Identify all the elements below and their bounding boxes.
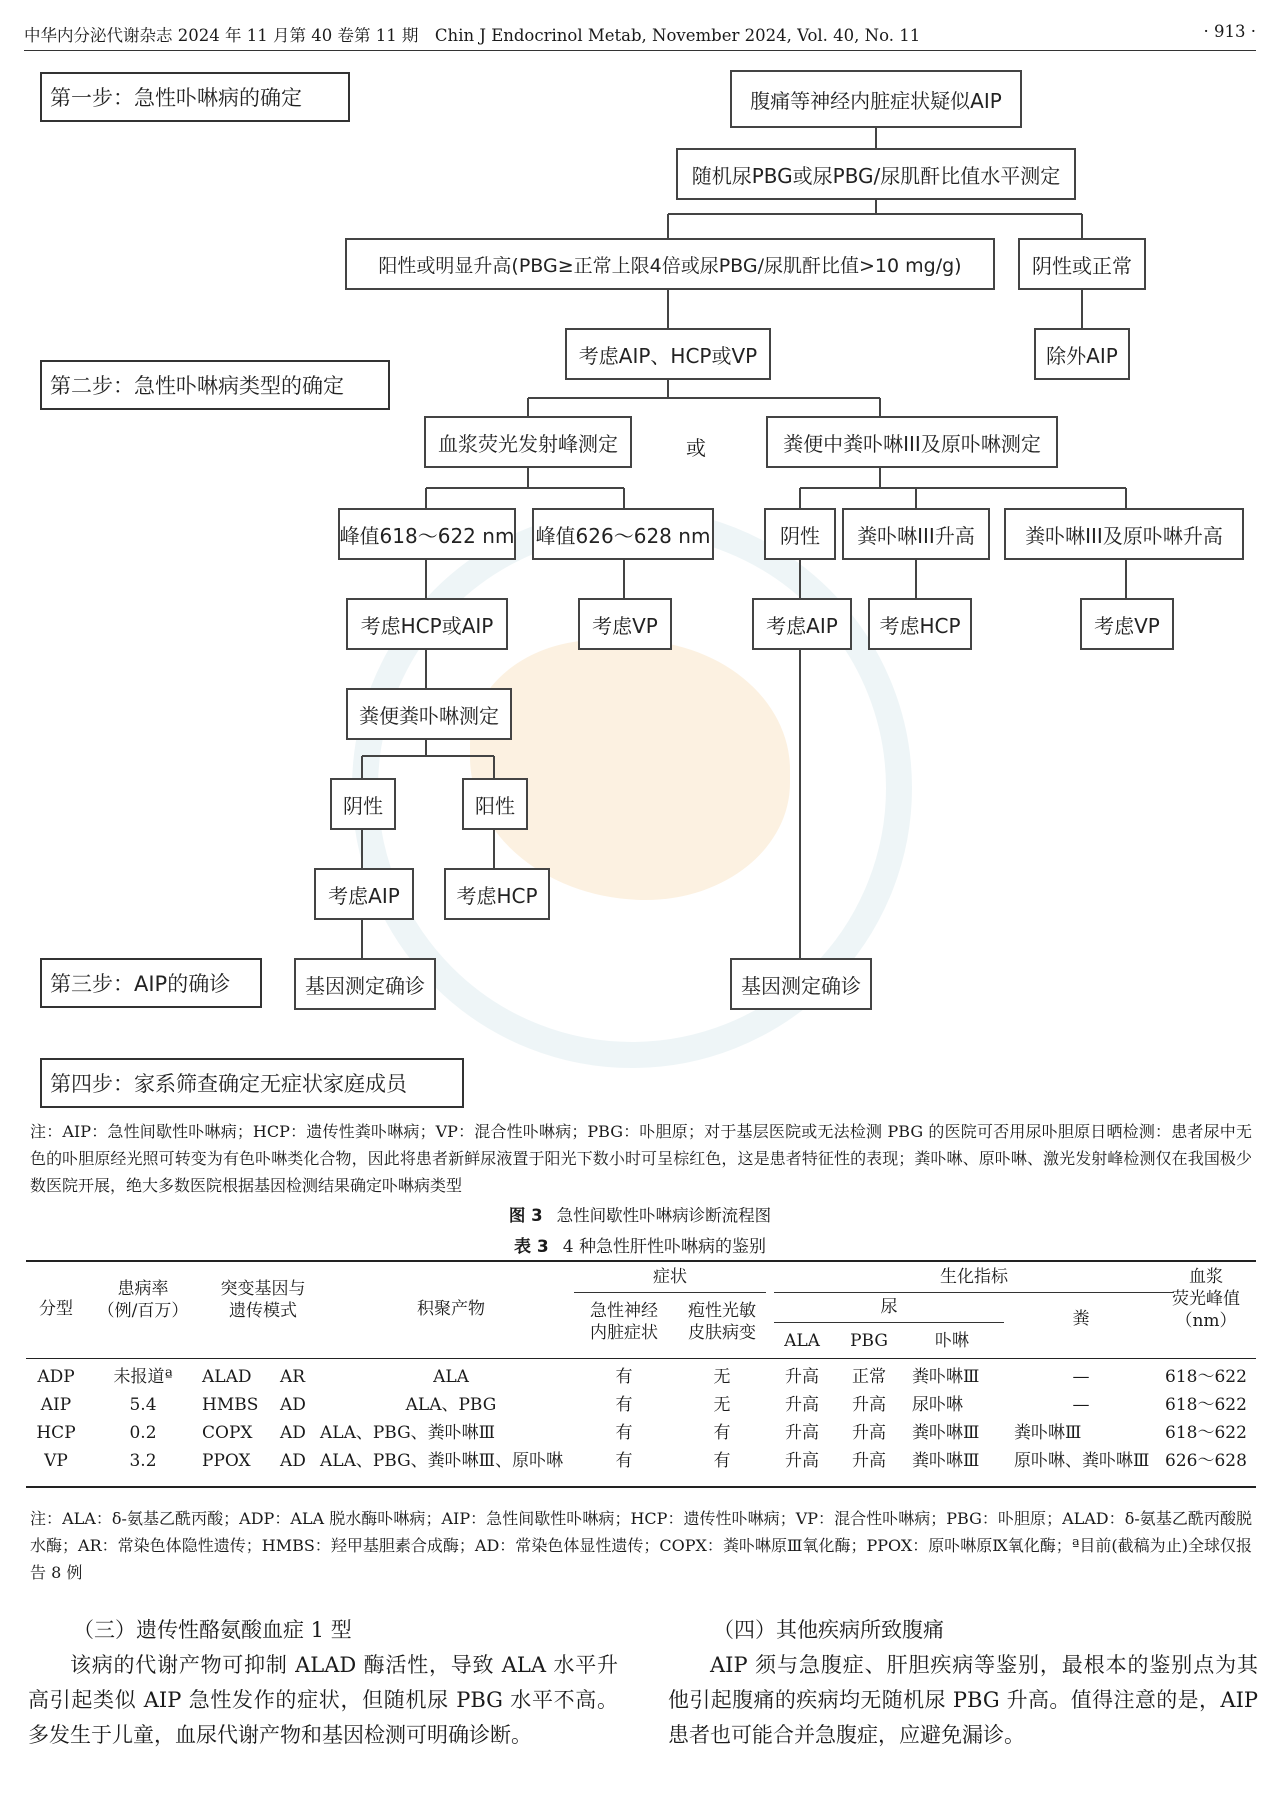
box-consider-vp-plasma: 考虑VP (578, 598, 672, 650)
box-negative: 阴性或正常 (1018, 238, 1146, 290)
th-gene: 突变基因与 (220, 1279, 306, 1299)
td-porphyrin: 粪卟啉Ⅲ (912, 1367, 980, 1387)
th-plasma: 血浆 (1189, 1267, 1223, 1287)
th-skin-2: 皮肤病变 (688, 1323, 756, 1343)
box-fecal-test: 粪便中粪卟啉III及原卟啉测定 (766, 416, 1058, 468)
box-negative-2: 阴性 (330, 778, 396, 830)
box-exclude-aip: 除外AIP (1034, 328, 1130, 380)
td-plasma: 618～622 (1165, 1395, 1247, 1415)
td-gene: COPX (202, 1423, 253, 1443)
section-heading-other-pain: （四）其他疾病所致腹痛 (713, 1618, 944, 1642)
figure-caption (0, 1202, 1280, 1226)
box-gene-test-1: 基因测定确诊 (294, 958, 436, 1010)
box-consider-hcp-final: 考虑HCP (444, 868, 550, 920)
journal-citation: 中华内分泌代谢杂志 2024 年 11 月第 40 卷第 11 期 Chin J Endocrinol Metab, November 2024, Vol. 40, No. 11 (24, 26, 921, 45)
td-skin: 有 (713, 1451, 731, 1471)
th-plasma-3: （nm） (1175, 1311, 1237, 1331)
td-neuro: 有 (615, 1451, 633, 1471)
th-product: 积聚产物 (417, 1299, 485, 1319)
rule-urine (774, 1322, 1004, 1323)
td-mode: AD (280, 1451, 306, 1471)
td-type: AIP (40, 1395, 72, 1415)
td-product: ALA、PBG (405, 1395, 497, 1415)
td-type: VP (44, 1451, 68, 1471)
rule-biochem (774, 1292, 1174, 1293)
td-mode: AD (280, 1395, 306, 1415)
comparison-table (26, 1260, 1256, 1495)
td-porphyrin: 粪卟啉Ⅲ (912, 1423, 980, 1443)
table-note: 注：ALA：δ-氨基乙酰丙酸；ADP：ALA 脱水酶卟啉病；AIP：急性间歇性卟啉病；HCP：遗传性卟啉病；VP：混合性卟啉病；PBG：卟胆原；ALAD：δ-氨基乙酰丙酸脱水酶；AR：常染色体隐性遗传；HMBS：羟甲基胆素合成酶；AD：常染色体显性遗传；COPX：粪卟啉原Ⅲ氧化酶；PPOX：原卟啉原Ⅸ氧化酶；ª目前(截稿为止)全球仅报告 8 例 (30, 1509, 1252, 1582)
td-pbg: 升高 (852, 1423, 886, 1443)
td-stool: 粪卟啉Ⅲ (1014, 1423, 1082, 1443)
td-skin: 无 (713, 1367, 731, 1387)
box-positive: 阳性或明显升高(PBG≥正常上限4倍或尿PBG/尿肌酐比值>10 mg/g) (345, 238, 995, 290)
box-plasma-test: 血浆荧光发射峰测定 (424, 416, 632, 468)
box-copro-proto-high: 粪卟啉III及原卟啉升高 (1004, 508, 1244, 560)
td-ala: 升高 (785, 1423, 819, 1443)
box-consider-aip-fecal: 考虑AIP (752, 598, 852, 650)
th-symptoms: 症状 (653, 1267, 687, 1287)
figure-note: 注：AIP：急性间歇性卟啉病；HCP：遗传性粪卟啉病；VP：混合性卟啉病；PBG：卟胆原；对于基层医院或无法检测 PBG 的医院可否用尿卟胆原日晒检测：患者尿中无色的卟胆原经光照可转变为有色卟啉类化合物，因此将患者新鲜尿液置于阳光下数小时可呈棕红色，这是患者特征性的表现；粪卟啉、原卟啉、激光发射峰检测仅在我国极少数医院开展，绝大多数医院根据基因检测结果确定卟啉病类型 (30, 1122, 1252, 1195)
figure-title: 急性间歇性卟啉病诊断流程图 (556, 1206, 772, 1225)
td-stool: — (1072, 1367, 1090, 1387)
td-neuro: 有 (615, 1395, 633, 1415)
td-prevalence: 3.2 (129, 1451, 157, 1471)
td-pbg: 升高 (852, 1395, 886, 1415)
step-3-label: 第三步：AIP的确诊 (40, 958, 262, 1008)
td-ala: 升高 (785, 1395, 819, 1415)
td-skin: 无 (713, 1395, 731, 1415)
td-stool: 原卟啉、粪卟啉Ⅲ (1014, 1451, 1150, 1471)
th-gene-mode: 遗传模式 (229, 1301, 297, 1321)
td-ala: 升高 (785, 1367, 819, 1387)
td-type: HCP (36, 1423, 76, 1443)
box-consider-vp-fecal: 考虑VP (1080, 598, 1174, 650)
body-column-right (668, 1612, 1258, 1753)
td-prevalence: 0.2 (129, 1423, 157, 1443)
step-4-label: 第四步：家系筛查确定无症状家庭成员 (40, 1058, 464, 1108)
th-plasma-2: 荧光峰值 (1172, 1289, 1240, 1309)
box-consider-all: 考虑AIP、HCP或VP (565, 328, 771, 380)
box-pbg-test: 随机尿PBG或尿PBG/尿肌酐比值水平测定 (676, 148, 1076, 200)
table-caption (0, 1232, 1280, 1257)
box-consider-aip-final: 考虑AIP (314, 868, 414, 920)
th-prevalence: 患病率 (117, 1279, 169, 1299)
td-plasma: 618～622 (1165, 1367, 1247, 1387)
box-copro-high: 粪卟啉III升高 (842, 508, 990, 560)
th-urine: 尿 (880, 1297, 898, 1317)
box-gene-test-2: 基因测定确诊 (730, 958, 872, 1010)
step-2-label: 第二步：急性卟啉病类型的确定 (40, 360, 390, 410)
or-label: 或 (686, 436, 706, 460)
box-consider-hcp-fecal: 考虑HCP (868, 598, 972, 650)
box-consider-hcp-aip: 考虑HCP或AIP (346, 598, 508, 650)
th-neuro-2: 内脏症状 (590, 1323, 658, 1343)
td-gene: HMBS (202, 1395, 259, 1415)
table-bottom-rule (26, 1486, 1256, 1488)
th-pbg: PBG (850, 1331, 888, 1351)
th-porphyrin: 卟啉 (935, 1331, 969, 1351)
td-stool: — (1072, 1395, 1090, 1415)
td-plasma: 626～628 (1165, 1451, 1247, 1471)
th-neuro: 急性神经 (590, 1301, 658, 1321)
td-ala: 升高 (785, 1451, 819, 1471)
td-gene: ALAD (202, 1367, 252, 1387)
td-plasma: 618～622 (1165, 1423, 1247, 1443)
step-1-label: 第一步：急性卟啉病的确定 (40, 72, 350, 122)
rule-symptoms (574, 1292, 766, 1293)
table-header-rule (26, 1358, 1256, 1359)
td-gene: PPOX (202, 1451, 251, 1471)
td-prevalence: 5.4 (129, 1395, 157, 1415)
td-prevalence: 未报道ª (113, 1367, 173, 1387)
box-peak-618: 峰值618～622 nm (338, 508, 516, 560)
box-start: 腹痛等神经内脏症状疑似AIP (730, 70, 1022, 128)
td-porphyrin: 粪卟啉Ⅲ (912, 1451, 980, 1471)
td-product: ALA (433, 1367, 469, 1387)
td-porphyrin: 尿卟啉 (912, 1395, 963, 1415)
td-pbg: 升高 (852, 1451, 886, 1471)
th-ala: ALA (784, 1331, 820, 1351)
box-peak-626: 峰值626～628 nm (532, 508, 714, 560)
th-skin: 疱性光敏 (688, 1301, 756, 1321)
table-top-rule (26, 1260, 1256, 1262)
td-product: ALA、PBG、粪卟啉Ⅲ (320, 1423, 496, 1443)
th-prevalence-unit: （例/百万） (97, 1301, 189, 1321)
td-product: ALA、PBG、粪卟啉Ⅲ、原卟啉 (320, 1451, 564, 1471)
th-biochem: 生化指标 (940, 1267, 1008, 1287)
body-column-left (28, 1612, 618, 1753)
table-number: 表 3 (514, 1237, 549, 1257)
td-pbg: 正常 (852, 1367, 886, 1387)
box-positive-2: 阳性 (462, 778, 528, 830)
th-type: 分型 (39, 1299, 73, 1319)
paragraph-other-pain: AIP 须与急腹症、肝胆疾病等鉴别，最根本的鉴别点为其他引起腹痛的疾病均无随机尿 PBG 升高。值得注意的是，AIP 患者也可能合并急腹症，应避免漏诊。 (668, 1653, 1258, 1747)
section-heading-tyrosinemia: （三）遗传性酪氨酸血症 1 型 (73, 1618, 352, 1642)
page-number: · 913 · (1203, 22, 1256, 41)
paragraph-tyrosinemia: 该病的代谢产物可抑制 ALAD 酶活性，导致 ALA 水平升高引起类似 AIP 急性发作的症状，但随机尿 PBG 水平不高。多发生于儿童，血尿代谢产物和基因检测可明确诊断。 (28, 1653, 618, 1747)
td-mode: AR (280, 1367, 306, 1387)
td-type: ADP (37, 1367, 75, 1387)
table-title: 4 种急性肝性卟啉病的鉴别 (562, 1237, 766, 1257)
figure-number: 图 3 (508, 1206, 543, 1225)
td-skin: 有 (713, 1423, 731, 1443)
box-fecal-negative: 阴性 (764, 508, 836, 560)
td-mode: AD (280, 1423, 306, 1443)
td-neuro: 有 (615, 1423, 633, 1443)
th-stool: 粪 (1072, 1309, 1090, 1329)
td-neuro: 有 (615, 1367, 633, 1387)
box-fecal-copro-test: 粪便粪卟啉测定 (346, 688, 512, 740)
